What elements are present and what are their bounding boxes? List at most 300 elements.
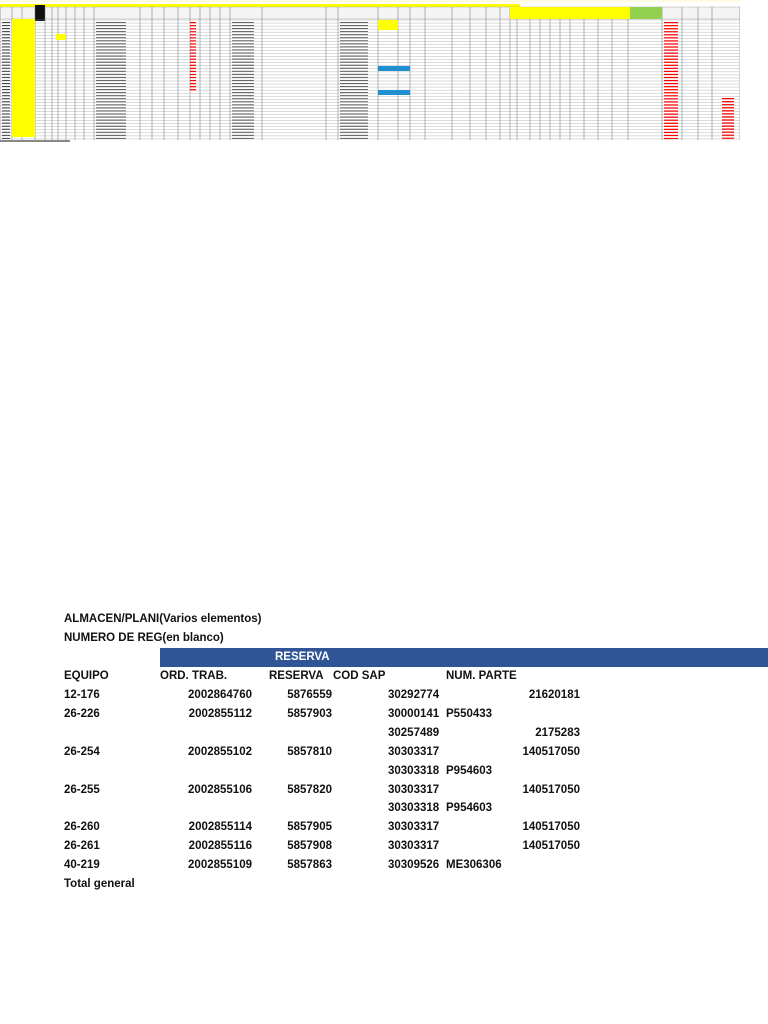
thumb-red-mark [664,68,678,69]
filter-value[interactable]: (en blanco) [162,632,224,644]
cell-cod-sap[interactable]: 30257489 [388,726,440,739]
thumb-text-mark [2,132,10,133]
cell-cod-sap[interactable]: 30000141 [388,707,440,720]
thumb-red-mark [664,138,678,139]
thumb-red-mark [664,59,678,60]
thumb-text-mark [232,37,254,38]
thumb-text-mark [340,31,368,32]
thumb-red-mark [664,110,678,111]
thumb-text-mark [96,34,126,35]
thumb-text-mark [96,53,126,54]
thumb-red-mark [722,122,734,123]
thumb-yellow-header [510,7,640,19]
cell-cod-sap[interactable]: 30303317 [388,840,440,853]
cell-equipo[interactable] [64,799,144,818]
thumb-red-mark [664,49,678,50]
thumb-text-mark [96,120,126,121]
thumb-text-mark [232,62,254,63]
thumb-red-mark [722,107,734,108]
thumb-red-mark [664,92,678,93]
cell-ord-trab[interactable]: 2002855116 [188,840,252,853]
thumb-text-mark [340,80,368,81]
thumb-text-mark [96,59,126,60]
thumb-text-mark [2,49,10,50]
thumb-text-mark [232,28,254,29]
thumb-text-mark [2,53,10,54]
thumb-text-mark [232,74,254,75]
thumb-text-mark [2,114,10,115]
thumb-text-mark [340,117,368,118]
thumb-text-mark [2,129,10,130]
thumb-text-mark [340,68,368,69]
thumb-red-mark [664,46,678,47]
cell-cod-sap[interactable]: 30303317 [388,821,440,834]
filter-label: ALMACEN/PLANI [64,613,160,625]
thumb-text-mark [2,28,10,29]
cell-reserva[interactable]: 5857863 [287,859,332,872]
thumb-text-mark [2,92,10,93]
thumb-red-mark [664,65,678,66]
thumb-text-mark [232,135,254,136]
thumb-bottom [0,140,740,143]
thumb-blue-cell [378,66,410,71]
thumb-text-mark [96,46,126,47]
thumb-text-mark [232,56,254,57]
thumb-text-mark [96,22,126,23]
thumb-text-mark [2,123,10,124]
cell-reserva[interactable]: 5857905 [287,821,332,834]
thumb-red-mark [664,22,678,23]
header-num-parte[interactable]: NUM. PARTE [446,670,517,682]
thumb-red-mark [664,117,678,118]
thumb-text-mark [340,86,368,87]
thumb-text-mark [2,110,10,111]
thumb-text-mark [96,107,126,108]
thumb-text-mark [340,129,368,130]
thumb-red-mark [664,40,678,41]
thumb-text-mark [232,59,254,60]
thumb-red-mark [664,34,678,35]
thumb-text-mark [340,22,368,23]
thumb-text-mark [96,138,126,139]
cell-equipo[interactable]: 26-261 [64,840,100,853]
thumb-text-mark [2,117,10,118]
thumb-red-mark [190,83,196,84]
thumb-text-mark [96,92,126,93]
thumb-text-mark [2,22,10,23]
thumb-text-mark [232,40,254,41]
thumb-text-mark [340,34,368,35]
column-field-band [160,648,768,667]
thumb-text-mark [232,98,254,99]
thumb-red-mark [664,126,678,127]
thumb-red-mark [664,25,678,26]
cell-cod-sap[interactable]: 30303317 [388,745,440,758]
thumb-text-mark [96,110,126,111]
thumb-text-mark [2,120,10,121]
thumb-red-mark [190,31,196,32]
cell-equipo[interactable]: 26-254 [64,745,100,758]
thumb-text-mark [2,77,10,78]
thumb-blue-cell [378,90,410,95]
cell-equipo[interactable] [64,762,144,781]
thumb-text-mark [2,25,10,26]
thumb-text-mark [340,40,368,41]
cell-reserva[interactable]: 5857810 [287,745,332,758]
filter-label: NUMERO DE REG [64,632,163,644]
cell-num-parte[interactable]: 140517050 [522,840,580,853]
thumb-text-mark [340,92,368,93]
thumb-text-mark [340,135,368,136]
thumb-text-mark [232,25,254,26]
thumb-text-mark [232,53,254,54]
thumb-red-mark [190,40,196,41]
thumb-text-mark [96,37,126,38]
cell-cod-sap[interactable]: 30303318 [388,802,440,815]
thumb-text-mark [232,80,254,81]
thumb-red-mark [664,95,678,96]
thumb-text-mark [96,114,126,115]
thumb-text-mark [96,62,126,63]
cell-num-parte[interactable]: ME306306 [446,859,502,872]
thumb-text-mark [96,132,126,133]
thumb-text-mark [2,138,10,139]
thumb-text-mark [2,68,10,69]
thumb-text-mark [96,68,126,69]
thumb-text-mark [96,25,126,26]
thumb-text-mark [232,104,254,105]
thumb-red-mark [190,49,196,50]
thumb-text-mark [232,65,254,66]
thumb-text-mark [340,37,368,38]
cell-reserva[interactable]: 5876559 [287,689,332,701]
spreadsheet-thumbnail-icon [0,0,740,143]
thumb-text-mark [96,56,126,57]
thumb-red-mark [190,53,196,54]
thumb-text-mark [2,56,10,57]
pivot-table [0,608,768,898]
cell-ord-trab[interactable]: 2002855112 [188,707,252,720]
thumb-red-mark [664,89,678,90]
thumb-red-mark [190,25,196,26]
thumb-text-mark [340,120,368,121]
thumb-text-mark [232,83,254,84]
thumb-text-mark [2,86,10,87]
thumb-yellow-cell [56,34,66,40]
thumb-red-mark [190,46,196,47]
thumb-text-mark [96,40,126,41]
thumb-text-mark [232,110,254,111]
thumb-text-mark [2,71,10,72]
cell-ord-trab[interactable]: 2002855106 [188,783,252,796]
thumb-text-mark [96,98,126,99]
thumb-red-mark [190,86,196,87]
cell-reserva[interactable]: 5857908 [287,840,332,853]
thumb-red-mark [190,80,196,81]
cell-ord-trab[interactable]: 2002855109 [188,859,252,872]
thumb-text-mark [340,43,368,44]
header-reserva[interactable]: RESERVA [269,670,324,682]
thumb-text-mark [340,114,368,115]
thumb-black-header [35,5,45,21]
filter-row-almacen [64,610,261,629]
thumb-text-mark [232,34,254,35]
thumb-red-mark [664,101,678,102]
thumb-text-mark [232,31,254,32]
thumb-red-mark [722,104,734,105]
thumb-text-mark [340,46,368,47]
thumb-text-mark [340,132,368,133]
header-ord-trab[interactable]: ORD. TRAB. [160,670,228,682]
thumb-text-mark [96,104,126,105]
cell-num-parte[interactable]: 140517050 [522,783,580,796]
thumb-red-mark [722,110,734,111]
thumb-text-mark [96,101,126,102]
thumb-red-mark [664,107,678,108]
thumb-red-mark [664,123,678,124]
column-field-label[interactable]: RESERVA [275,651,330,663]
cell-num-parte[interactable]: 21620181 [528,689,580,701]
thumb-text-mark [340,77,368,78]
thumb-text-mark [96,126,126,127]
cell-equipo[interactable]: 26-226 [64,707,100,720]
cell-num-parte[interactable]: 2175283 [535,726,580,739]
thumb-text-mark [232,77,254,78]
cell-equipo[interactable]: 12-176 [64,689,100,701]
thumb-text-mark [340,101,368,102]
thumb-text-mark [340,110,368,111]
thumb-red-mark [664,120,678,121]
thumb-text-mark [96,28,126,29]
thumb-text-mark [96,123,126,124]
thumb-text-mark [232,138,254,139]
thumb-text-mark [2,37,10,38]
cell-num-parte[interactable]: P954603 [446,802,493,815]
thumb-text-mark [2,40,10,41]
cell-reserva[interactable] [262,799,332,818]
thumb-text-mark [232,120,254,121]
thumb-red-mark [190,22,196,23]
cell-cod-sap[interactable]: 30309526 [388,859,440,872]
total-general-label: Total general [64,878,135,890]
thumb-red-mark [664,86,678,87]
thumb-text-mark [340,25,368,26]
thumb-text-mark [96,86,126,87]
cell-equipo[interactable]: 26-260 [64,821,100,834]
thumb-red-mark [190,74,196,75]
thumb-red-mark [722,125,734,126]
thumb-red-mark [190,62,196,63]
cell-reserva[interactable]: 5857903 [287,707,332,720]
thumb-text-mark [96,89,126,90]
thumb-text-mark [232,129,254,130]
thumb-top-strip [0,0,740,2]
thumb-red-mark [190,65,196,66]
thumb-red-mark [664,71,678,72]
cell-ord-trab[interactable] [160,724,252,743]
thumb-text-mark [232,46,254,47]
cell-ord-trab[interactable]: 2002855102 [188,745,252,758]
header-cod-sap[interactable]: COD SAP [333,670,386,682]
thumb-text-mark [232,101,254,102]
thumb-yellow-cell [378,20,398,30]
thumb-text-mark [340,126,368,127]
thumb-red-mark [722,119,734,120]
thumb-red-mark [664,28,678,29]
cell-reserva[interactable]: 5857820 [287,783,332,796]
spreadsheet-thumbnail [0,0,740,143]
cell-cod-sap[interactable]: 30292774 [388,689,440,701]
thumb-red-mark [664,43,678,44]
thumb-text-mark [340,95,368,96]
thumb-text-mark [2,59,10,60]
thumb-text-mark [340,62,368,63]
thumb-red-mark [722,101,734,102]
thumb-text-mark [340,28,368,29]
thumb-text-mark [96,31,126,32]
thumb-text-mark [340,89,368,90]
thumb-text-mark [340,104,368,105]
thumb-red-mark [722,98,734,99]
thumb-red-mark [722,132,734,133]
thumb-text-mark [2,80,10,81]
thumb-red-mark [190,37,196,38]
thumb-text-mark [96,74,126,75]
thumb-text-mark [340,74,368,75]
cell-ord-trab[interactable] [160,799,252,818]
thumb-text-mark [340,98,368,99]
thumb-text-mark [2,126,10,127]
thumb-yellow-column [12,19,35,137]
thumb-text-mark [96,135,126,136]
thumb-red-mark [664,77,678,78]
cell-reserva[interactable] [262,762,332,781]
thumb-text-mark [340,83,368,84]
cell-equipo[interactable] [64,724,144,743]
thumb-text-mark [232,86,254,87]
thumb-text-mark [340,123,368,124]
thumb-red-mark [190,68,196,69]
thumb-text-mark [96,71,126,72]
thumb-text-mark [340,49,368,50]
thumb-text-mark [340,65,368,66]
thumb-red-mark [664,135,678,136]
thumb-red-mark [664,129,678,130]
thumb-text-mark [232,132,254,133]
thumb-red-mark [722,113,734,114]
thumb-red-mark [190,71,196,72]
thumb-text-mark [340,107,368,108]
thumb-red-mark [664,74,678,75]
thumb-text-mark [232,49,254,50]
thumb-green-header [630,7,662,19]
thumb-yellow-band [0,4,520,7]
cell-num-parte[interactable]: P550433 [446,707,493,720]
thumb-text-mark [232,22,254,23]
thumb-text-mark [232,92,254,93]
thumb-text-mark [340,53,368,54]
thumb-red-mark [190,56,196,57]
thumb-red-mark [190,34,196,35]
thumb-text-mark [2,65,10,66]
thumb-text-mark [96,117,126,118]
thumb-red-mark [664,114,678,115]
thumb-text-mark [2,107,10,108]
thumb-text-mark [2,74,10,75]
filter-row-numero-reg [64,629,224,648]
thumb-text-mark [232,43,254,44]
thumb-red-mark [664,62,678,63]
cell-ord-trab[interactable]: 2002855114 [188,821,252,834]
cell-ord-trab[interactable] [160,762,252,781]
cell-cod-sap[interactable]: 30303318 [388,764,440,777]
cell-num-parte[interactable]: P954603 [446,764,493,777]
thumb-text-mark [2,101,10,102]
thumb-text-mark [2,104,10,105]
thumb-text-mark [2,83,10,84]
thumb-text-mark [232,123,254,124]
thumb-red-mark [190,77,196,78]
thumb-red-mark [190,59,196,60]
thumb-red-mark [722,135,734,136]
thumb-text-mark [232,107,254,108]
thumb-red-mark [722,138,734,139]
thumb-text-mark [232,68,254,69]
thumb-red-mark [190,43,196,44]
thumb-text-mark [96,77,126,78]
thumb-text-mark [2,62,10,63]
thumb-red-mark [664,83,678,84]
cell-equipo[interactable]: 40-219 [64,859,100,872]
cell-num-parte[interactable]: 140517050 [522,821,580,834]
thumb-text-mark [2,98,10,99]
thumb-text-mark [96,43,126,44]
thumb-red-mark [664,104,678,105]
cell-reserva[interactable] [262,724,332,743]
thumb-text-mark [2,95,10,96]
thumb-text-mark [2,89,10,90]
thumb-text-mark [232,71,254,72]
thumb-text-mark [232,114,254,115]
cell-num-parte[interactable]: 140517050 [522,745,580,758]
thumb-text-mark [232,117,254,118]
thumb-text-mark [340,56,368,57]
thumb-red-mark [664,98,678,99]
thumb-text-mark [96,95,126,96]
thumb-red-mark [190,28,196,29]
thumb-red-mark [722,116,734,117]
cell-equipo[interactable]: 26-255 [64,783,100,796]
thumb-red-mark [664,37,678,38]
thumb-text-mark [96,80,126,81]
cell-cod-sap[interactable]: 30303317 [388,783,440,796]
thumb-red-mark [664,80,678,81]
thumb-text-mark [2,135,10,136]
cell-ord-trab[interactable]: 2002864760 [188,689,252,701]
thumb-red-mark [664,53,678,54]
thumb-text-mark [232,89,254,90]
thumb-text-mark [2,46,10,47]
thumb-text-mark [2,31,10,32]
thumb-text-mark [96,49,126,50]
thumb-red-mark [664,56,678,57]
thumb-text-mark [340,59,368,60]
filter-value[interactable]: (Varios elementos) [159,613,262,625]
header-equipo[interactable]: EQUIPO [64,670,109,682]
thumb-text-mark [96,65,126,66]
thumb-text-mark [340,138,368,139]
thumb-text-mark [2,43,10,44]
